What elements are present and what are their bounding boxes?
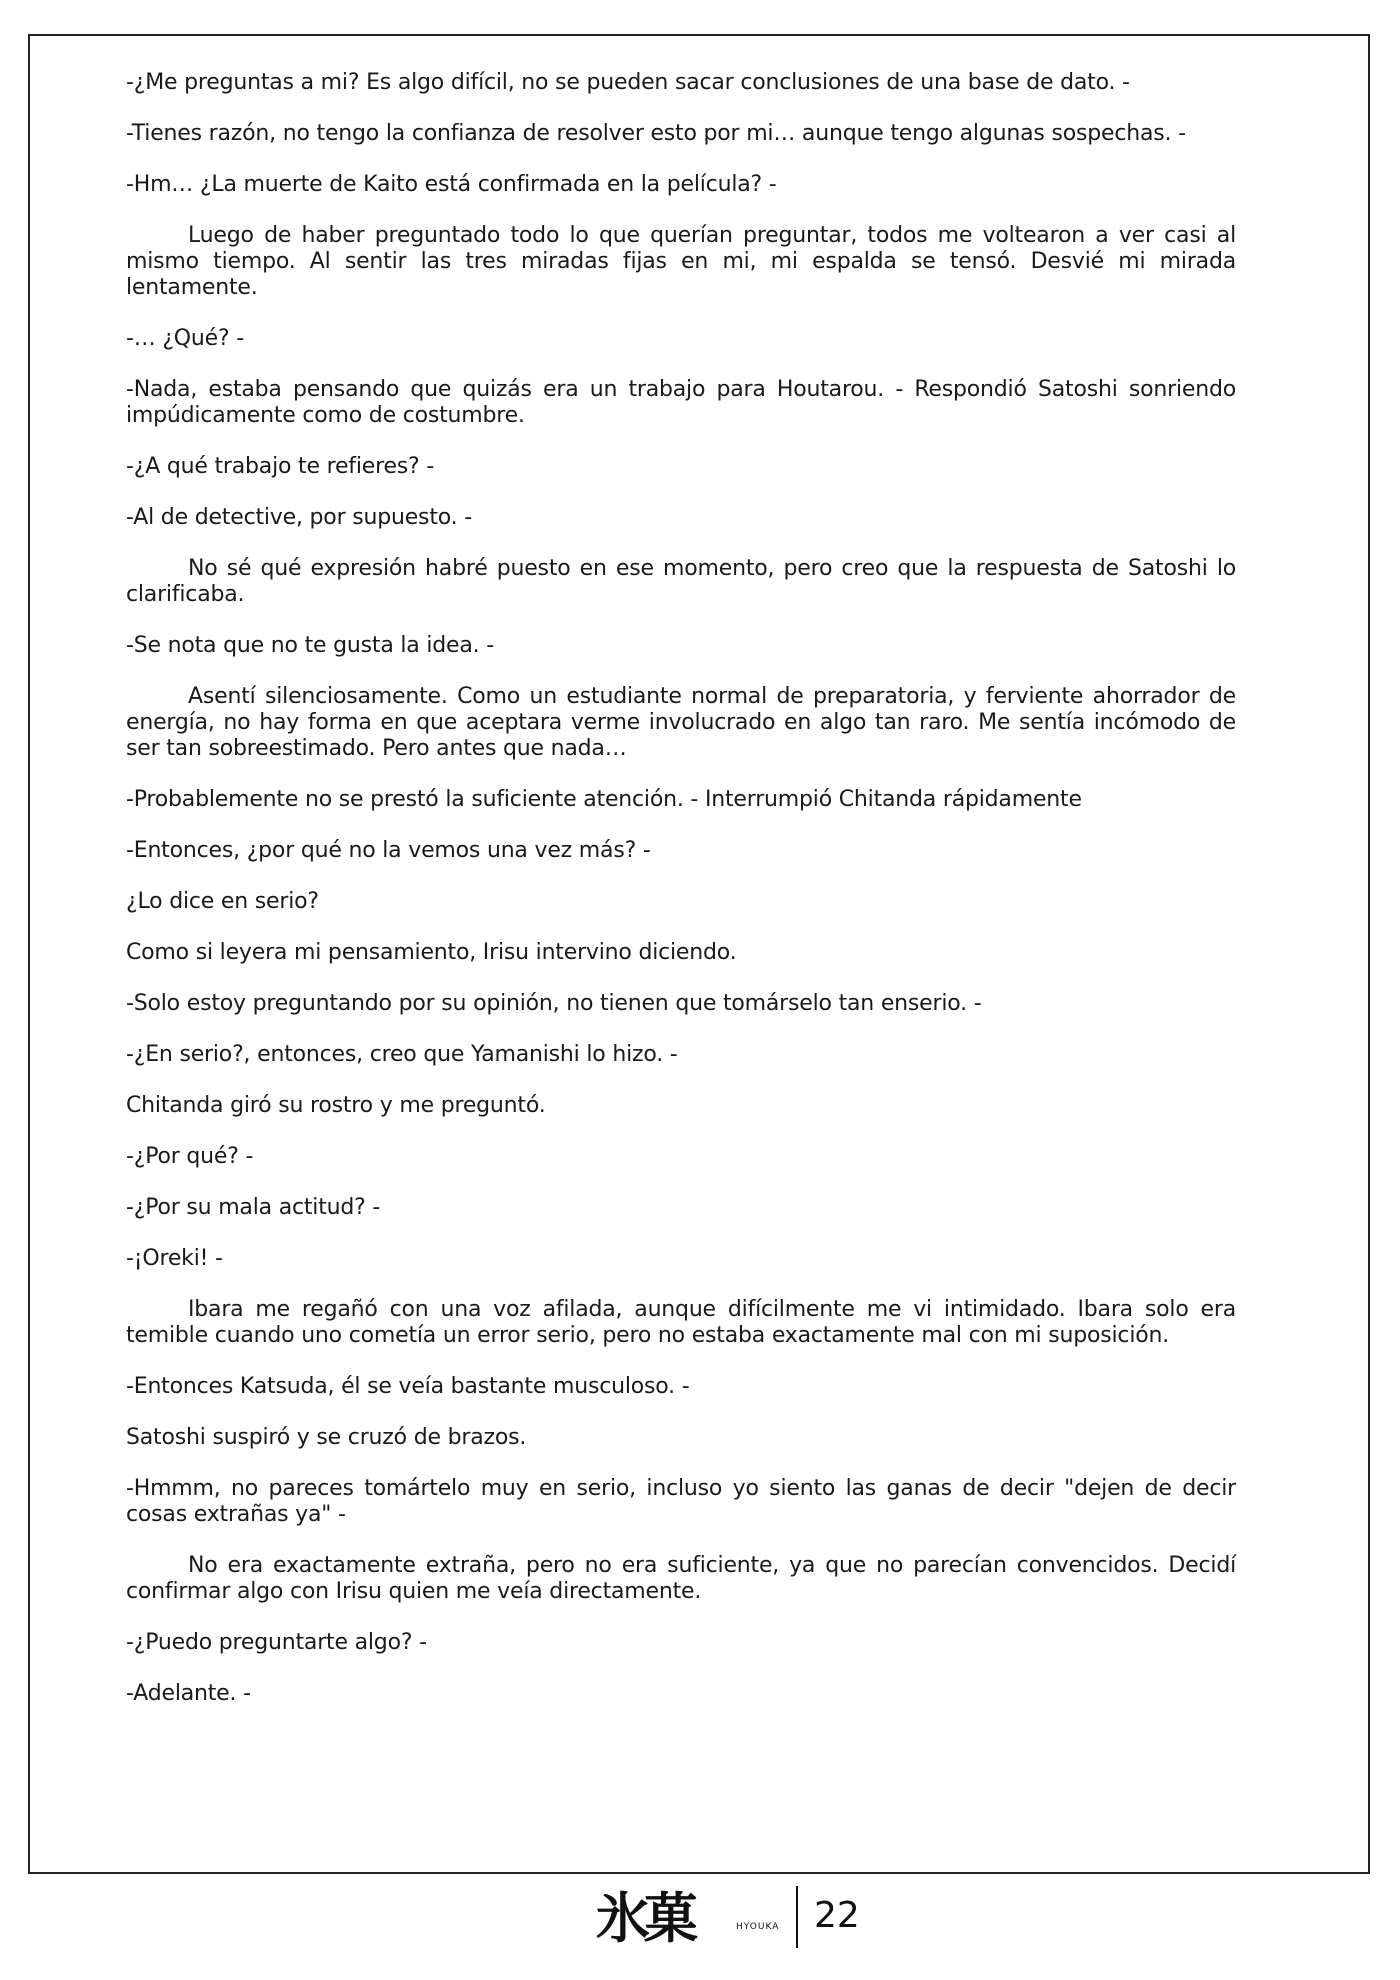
- narration-paragraph: Luego de haber preguntado todo lo que querían preguntar, todos me voltearon a ver casi al mismo tiempo. Al sentir las tres miradas fijas en mi, mi espalda se tensó. Desvié mi mirada lentamente.: [126, 223, 1236, 300]
- narration-paragraph: Ibara me regañó con una voz afilada, aunque difícilmente me vi intimidado. Ibara solo era temible cuando uno cometía un error serio, pero no estaba exactamente mal con mi suposición.: [126, 1297, 1236, 1348]
- dialog-line: -¿A qué trabajo te refieres? -: [126, 454, 435, 479]
- narration-paragraph: No sé qué expresión habré puesto en ese momento, pero creo que la respuesta de Satoshi lo clarificaba.: [126, 556, 1236, 607]
- dialog-line: -Tienes razón, no tengo la confianza de resolver esto por mi… aunque tengo algunas sospechas. -: [126, 121, 1186, 146]
- dialog-line: -Probablemente no se prestó la suficiente atención. - Interrumpió Chitanda rápidamente: [126, 787, 1082, 812]
- dialog-line: -Se nota que no te gusta la idea. -: [126, 633, 494, 658]
- dialog-line: -¿Puedo preguntarte algo? -: [126, 1630, 427, 1655]
- dialog-line: -¡Oreki! -: [126, 1246, 223, 1271]
- dialog-line: -Nada, estaba pensando que quizás era un trabajo para Houtarou. - Respondió Satoshi sonriendo impúdicamente como de costumbre.: [126, 377, 1236, 428]
- narration-paragraph: Asentí silenciosamente. Como un estudiante normal de preparatoria, y ferviente ahorrador de energía, no hay forma en que aceptara verme involucrado en algo tan raro. Me sentía incómodo de ser tan sobreestimado. Pero antes que nada…: [126, 684, 1236, 761]
- dialog-line: -Hmmm, no pareces tomártelo muy en serio, incluso yo siento las ganas de decir "dejen de decir cosas extrañas ya" -: [126, 1476, 1236, 1527]
- footer-divider: [796, 1886, 798, 1948]
- narration-paragraph: No era exactamente extraña, pero no era suficiente, ya que no parecían convencidos. Decidí confirmar algo con Irisu quien me veía directamente.: [126, 1553, 1236, 1604]
- hyouka-logo-subtitle: HYOUKA: [736, 1922, 780, 1932]
- dialog-line: -¿En serio?, entonces, creo que Yamanishi lo hizo. -: [126, 1042, 678, 1067]
- dialog-line: -Hm… ¿La muerte de Kaito está confirmada en la película? -: [126, 172, 777, 197]
- dialog-line: -¿Por qué? -: [126, 1144, 254, 1169]
- page-number: 22: [814, 1895, 860, 1936]
- dialog-line: Como si leyera mi pensamiento, Irisu intervino diciendo.: [126, 940, 737, 965]
- dialog-line: -Entonces, ¿por qué no la vemos una vez más? -: [126, 838, 651, 863]
- dialog-line: -Adelante. -: [126, 1681, 251, 1706]
- body-text: [126, 70, 1236, 1732]
- dialog-line: -¿Me preguntas a mi? Es algo difícil, no se pueden sacar conclusiones de una base de dato. -: [126, 70, 1130, 95]
- dialog-line: -Entonces Katsuda, él se veía bastante musculoso. -: [126, 1374, 690, 1399]
- dialog-line: ¿Lo dice en serio?: [126, 889, 319, 914]
- hyouka-logo: 氷菓: [596, 1886, 692, 1950]
- dialog-line: -¿Por su mala actitud? -: [126, 1195, 381, 1220]
- dialog-line: Satoshi suspiró y se cruzó de brazos.: [126, 1425, 527, 1450]
- dialog-line: Chitanda giró su rostro y me preguntó.: [126, 1093, 546, 1118]
- dialog-line: -Al de detective, por supuesto. -: [126, 505, 472, 530]
- dialog-line: -Solo estoy preguntando por su opinión, no tienen que tomárselo tan enserio. -: [126, 991, 982, 1016]
- page-footer: [0, 1880, 1400, 1960]
- dialog-line: -… ¿Qué? -: [126, 326, 245, 351]
